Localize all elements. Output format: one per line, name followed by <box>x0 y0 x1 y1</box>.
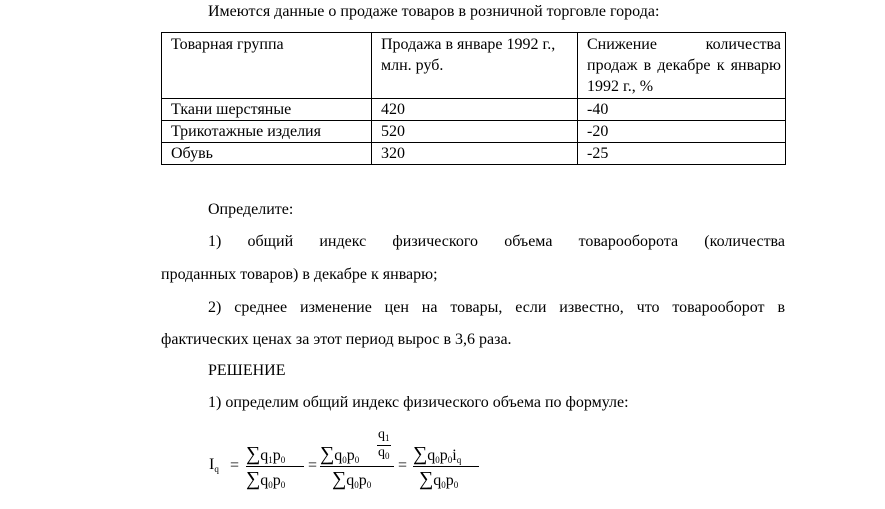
solution-heading: РЕШЕНИЕ <box>208 362 286 379</box>
cell-sales: 520 <box>372 121 578 143</box>
formula-equals: = <box>230 457 240 474</box>
formula-equals: = <box>308 457 318 474</box>
table-row <box>162 99 786 121</box>
task-heading: Определите: <box>208 201 294 218</box>
formula-equals: = <box>398 457 408 474</box>
cell-decrease: -25 <box>578 143 786 165</box>
physical-volume-index-formula <box>202 428 502 508</box>
fraction-1-numerator: $\sum q_1p_0$ <box>246 443 286 465</box>
sales-table <box>161 32 786 165</box>
cell-product: Обувь <box>162 143 372 165</box>
cell-product: Ткани шерстяные <box>162 99 372 121</box>
inner-fraction-numerator: $q_1$ <box>378 427 390 443</box>
fraction-3-numerator: $\sum q_0p_0i_q$ <box>413 443 462 465</box>
cell-sales: 320 <box>372 143 578 165</box>
fraction-2-bar <box>320 466 394 467</box>
task-item-1-line-1: 1) общий индекс физического объема товарооборота (количества <box>208 233 785 250</box>
table-header-row <box>162 33 786 99</box>
fraction-1-bar <box>246 466 304 467</box>
cell-decrease: -20 <box>578 121 786 143</box>
table-row <box>162 121 786 143</box>
table-row <box>162 143 786 165</box>
task-item-1-line-2: проданных товаров) в декабре к январю; <box>161 266 438 283</box>
fraction-1-denominator: $\sum q_0p_0$ <box>246 468 286 490</box>
task-item-2-line-2: фактических ценах за этот период вырос в 3,6 раза. <box>161 331 512 348</box>
intro-text: Имеются данные о продаже товаров в розничной торговле города: <box>208 3 660 20</box>
header-product-group: Товарная группа <box>162 33 372 99</box>
fraction-2-denominator: $\sum q_0p_0$ <box>332 468 372 490</box>
header-decrease-percent: Снижение количества продаж в декабре к январю 1992 г., % <box>578 33 786 99</box>
formula-lhs: $I_q$ <box>209 456 219 474</box>
solution-step-1: 1) определим общий индекс физического объема по формуле: <box>208 394 629 411</box>
cell-sales: 420 <box>372 99 578 121</box>
header-january-sales: Продажа в январе 1992 г., млн. руб. <box>372 33 578 99</box>
fraction-3-denominator: $\sum q_0p_0$ <box>419 468 459 490</box>
cell-product: Трикотажные изделия <box>162 121 372 143</box>
cell-decrease: -40 <box>578 99 786 121</box>
fraction-3-bar <box>413 466 479 467</box>
inner-fraction-denominator: $q_0$ <box>378 445 390 461</box>
task-item-2-line-1: 2) среднее изменение цен на товары, если известно, что товарооборот в <box>208 299 785 316</box>
fraction-2-numerator: $\sum q_0p_0$ <box>320 443 360 465</box>
